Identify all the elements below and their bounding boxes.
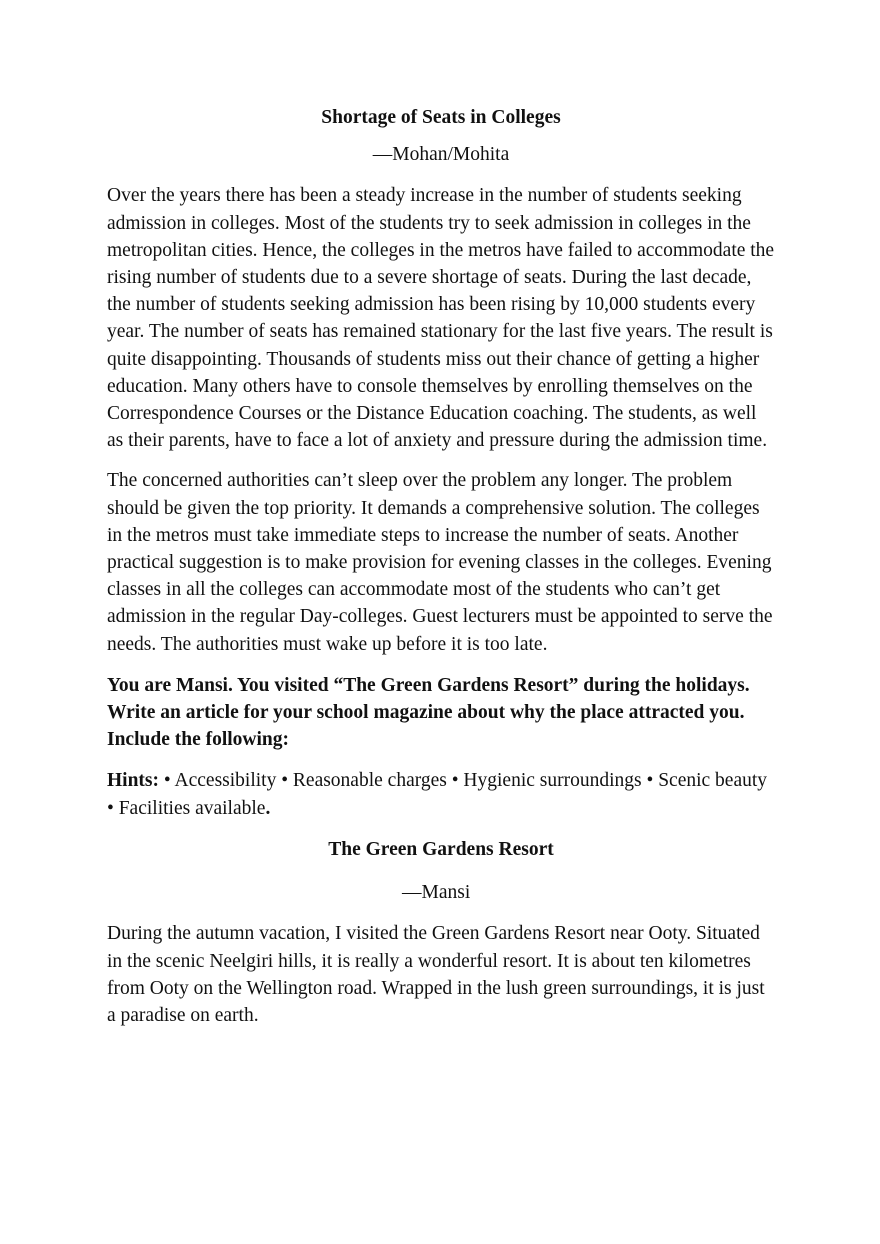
question-prompt: You are Mansi. You visited “The Green Gardens Resort” during the holidays. Write an article for your school magazine about why the place attracted you. Include the following: <box>107 674 750 751</box>
article-author: —Mohan/Mohita <box>372 144 510 166</box>
hints-end: . <box>265 797 271 819</box>
article-paragraph-1: Over the years there has been a steady increase in the number of students seeking admission in colleges. Most of the students try to seek admission in colleges in the metropolitan cities. Hence, the colleges in the metros have failed to accommodate the rising number of students due to a severe shortage of seats. During the last decade, the number of students seeking admission has been rising by 10,000 students every year. The number of seats has remained stationary for the last five years. The result is quite disappointing. Thousands of students miss out their chance of getting a higher education. Many others have to console themselves by enrolling themselves on the Correspondence Courses or the Distance Education coaching. The students, as well as their parents, have to face a lot of anxiety and pressure during the admission time. <box>107 185 775 452</box>
article-title: Shortage of Seats in Colleges <box>321 107 561 128</box>
resort-article-author: —Mansi <box>402 882 471 904</box>
hints-text: • Accessibility • Reasonable charges • Hygienic surroundings • Scenic beauty • Facilities available <box>107 770 768 819</box>
resort-paragraph-1: During the autumn vacation, I visited the Green Gardens Resort near Ooty. Situated in the scenic Neelgiri hills, it is really a wonderful resort. It is about ten kilometres from Ooty on the Wellington road. Wrapped in the lush green surroundings, it is just a paradise on earth. <box>107 923 765 1027</box>
hints-line <box>107 767 775 821</box>
resort-article-title: The Green Gardens Resort <box>328 838 554 860</box>
article-paragraph-2: The concerned authorities can’t sleep over the problem any longer. The problem should be given the top priority. It demands a comprehensive solution. The colleges in the metros must take immediate steps to increase the number of seats. Another practical suggestion is to make provision for evening classes in the colleges. Evening classes in all the colleges can accommodate most of the students who can’t get admission in the regular Day-colleges. Guest lecturers must be appointed to serve the needs. The authorities must wake up before it is too late. <box>107 470 773 655</box>
document-page <box>107 104 775 1029</box>
hints-label: Hints: <box>107 770 160 792</box>
